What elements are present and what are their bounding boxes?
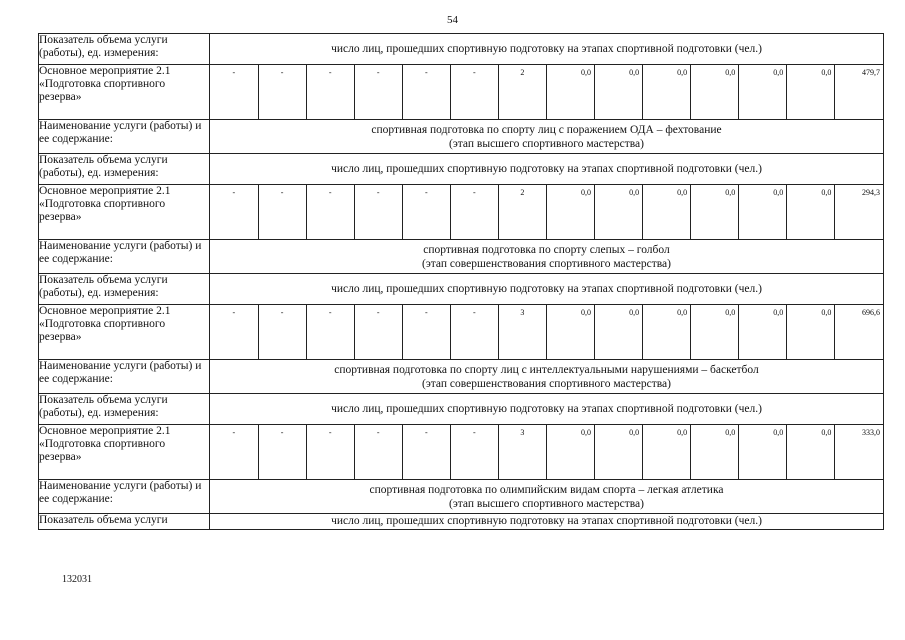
indicator-text: число лиц, прошедших спортивную подготовку на этапах спортивной подготовки (чел.): [210, 274, 884, 305]
value-cell: 0,0: [739, 425, 787, 479]
value-cell: -: [258, 305, 306, 359]
service-stage: (этап совершенствования спортивного мастерства): [422, 377, 671, 390]
indicator-label: Показатель объема услуги: [39, 514, 210, 530]
value-cell: -: [402, 425, 450, 479]
indicator-row: [39, 394, 884, 425]
value-cell: 0,0: [739, 185, 787, 239]
value-cell: 3: [498, 425, 546, 479]
activity-values: [210, 185, 884, 240]
total-cell: 479,7: [835, 65, 883, 119]
service-row: [39, 480, 884, 514]
value-cell: 2: [498, 65, 546, 119]
value-cell: -: [258, 185, 306, 239]
indicator-row: [39, 274, 884, 305]
indicator-text: число лиц, прошедших спортивную подготовку на этапах спортивной подготовки (чел.): [210, 154, 884, 185]
indicator-label: Показатель объема услуги (работы), ед. измерения:: [39, 394, 210, 425]
value-cell: -: [354, 185, 402, 239]
value-cell: 0,0: [643, 425, 691, 479]
value-cell: -: [232, 308, 236, 317]
value-cell: 0,0: [787, 65, 835, 119]
service-name: спортивная подготовка по спорту лиц с интеллектуальными нарушениями – баскетбол: [334, 363, 759, 376]
value-cell: -: [306, 65, 354, 119]
value-cell: -: [402, 185, 450, 239]
indicator-row: [39, 154, 884, 185]
value-cell: -: [354, 305, 402, 359]
indicator-label: Показатель объема услуги (работы), ед. измерения:: [39, 154, 210, 185]
activity-label: Основное мероприятие 2.1 «Подготовка спортивного резерва»: [39, 425, 210, 480]
value-cell: -: [258, 425, 306, 479]
service-row: [39, 360, 884, 394]
total-cell: 333,0: [835, 425, 883, 479]
value-cell: -: [232, 188, 236, 197]
value-cell: 0,0: [691, 425, 739, 479]
value-cell: -: [232, 68, 236, 77]
value-cell: 0,0: [787, 425, 835, 479]
value-cell: -: [306, 305, 354, 359]
value-cell: 0,0: [643, 65, 691, 119]
service-text: [210, 360, 884, 394]
value-cell: 0,0: [595, 65, 643, 119]
value-cell: -: [354, 65, 402, 119]
indicator-row: [39, 34, 884, 65]
service-text: [210, 240, 884, 274]
total-cell: 696,6: [835, 305, 883, 359]
value-cell: 0,0: [546, 425, 594, 479]
service-stage: (этап совершенствования спортивного мастерства): [422, 257, 671, 270]
service-name: спортивная подготовка по спорту лиц с поражением ОДА – фехтование: [371, 123, 722, 136]
service-stage: (этап высшего спортивного мастерства): [449, 497, 644, 510]
value-cell: 0,0: [787, 185, 835, 239]
value-cell: -: [402, 305, 450, 359]
value-cell: 0,0: [546, 185, 594, 239]
value-cell: -: [306, 425, 354, 479]
total-cell: 294,3: [835, 185, 883, 239]
value-cell: -: [450, 305, 498, 359]
service-stage: (этап высшего спортивного мастерства): [449, 137, 644, 150]
value-cell: -: [450, 65, 498, 119]
value-cell: -: [402, 65, 450, 119]
value-cell: -: [450, 425, 498, 479]
activity-label: Основное мероприятие 2.1 «Подготовка спортивного резерва»: [39, 65, 210, 120]
service-table: [38, 33, 884, 530]
service-name: спортивная подготовка по олимпийским видам спорта – легкая атлетика: [369, 483, 724, 496]
value-cell: -: [306, 185, 354, 239]
value-cell: 0,0: [739, 305, 787, 359]
value-cell: 0,0: [643, 185, 691, 239]
value-cell: -: [354, 425, 402, 479]
value-cell: 0,0: [546, 65, 594, 119]
service-row: [39, 120, 884, 154]
page-number: 54: [447, 14, 458, 26]
activity-row: [39, 425, 884, 480]
value-cell: 0,0: [739, 65, 787, 119]
value-cell: 0,0: [691, 65, 739, 119]
activity-label: Основное мероприятие 2.1 «Подготовка спортивного резерва»: [39, 185, 210, 240]
service-label: Наименование услуги (работы) и ее содержание:: [39, 120, 210, 154]
service-row: [39, 240, 884, 274]
value-cell: 0,0: [546, 305, 594, 359]
value-cell: 0,0: [595, 185, 643, 239]
service-label: Наименование услуги (работы) и ее содержание:: [39, 240, 210, 274]
indicator-label: Показатель объема услуги (работы), ед. измерения:: [39, 34, 210, 65]
activity-values: [210, 425, 884, 480]
value-cell: 0,0: [787, 305, 835, 359]
document-code: 132031: [62, 574, 92, 585]
service-text: [210, 480, 884, 514]
service-label: Наименование услуги (работы) и ее содержание:: [39, 360, 210, 394]
value-cell: 0,0: [595, 425, 643, 479]
value-cell: 0,0: [691, 185, 739, 239]
service-label: Наименование услуги (работы) и ее содержание:: [39, 480, 210, 514]
value-cell: 3: [498, 305, 546, 359]
indicator-text: число лиц, прошедших спортивную подготовку на этапах спортивной подготовки (чел.): [210, 34, 884, 65]
indicator-text: число лиц, прошедших спортивную подготовку на этапах спортивной подготовки (чел.): [210, 514, 884, 530]
activity-row: [39, 65, 884, 120]
value-cell: -: [232, 428, 236, 437]
value-cell: 2: [498, 185, 546, 239]
service-text: [210, 120, 884, 154]
activity-values: [210, 305, 884, 360]
value-cell: -: [258, 65, 306, 119]
service-name: спортивная подготовка по спорту слепых – голбол: [423, 243, 670, 256]
value-cell: 0,0: [691, 305, 739, 359]
value-cell: 0,0: [595, 305, 643, 359]
indicator-label: Показатель объема услуги (работы), ед. измерения:: [39, 274, 210, 305]
value-cell: -: [450, 185, 498, 239]
activity-label: Основное мероприятие 2.1 «Подготовка спортивного резерва»: [39, 305, 210, 360]
value-cell: 0,0: [643, 305, 691, 359]
indicator-text: число лиц, прошедших спортивную подготовку на этапах спортивной подготовки (чел.): [210, 394, 884, 425]
indicator-row: [39, 514, 884, 530]
activity-row: [39, 305, 884, 360]
activity-values: [210, 65, 884, 120]
activity-row: [39, 185, 884, 240]
